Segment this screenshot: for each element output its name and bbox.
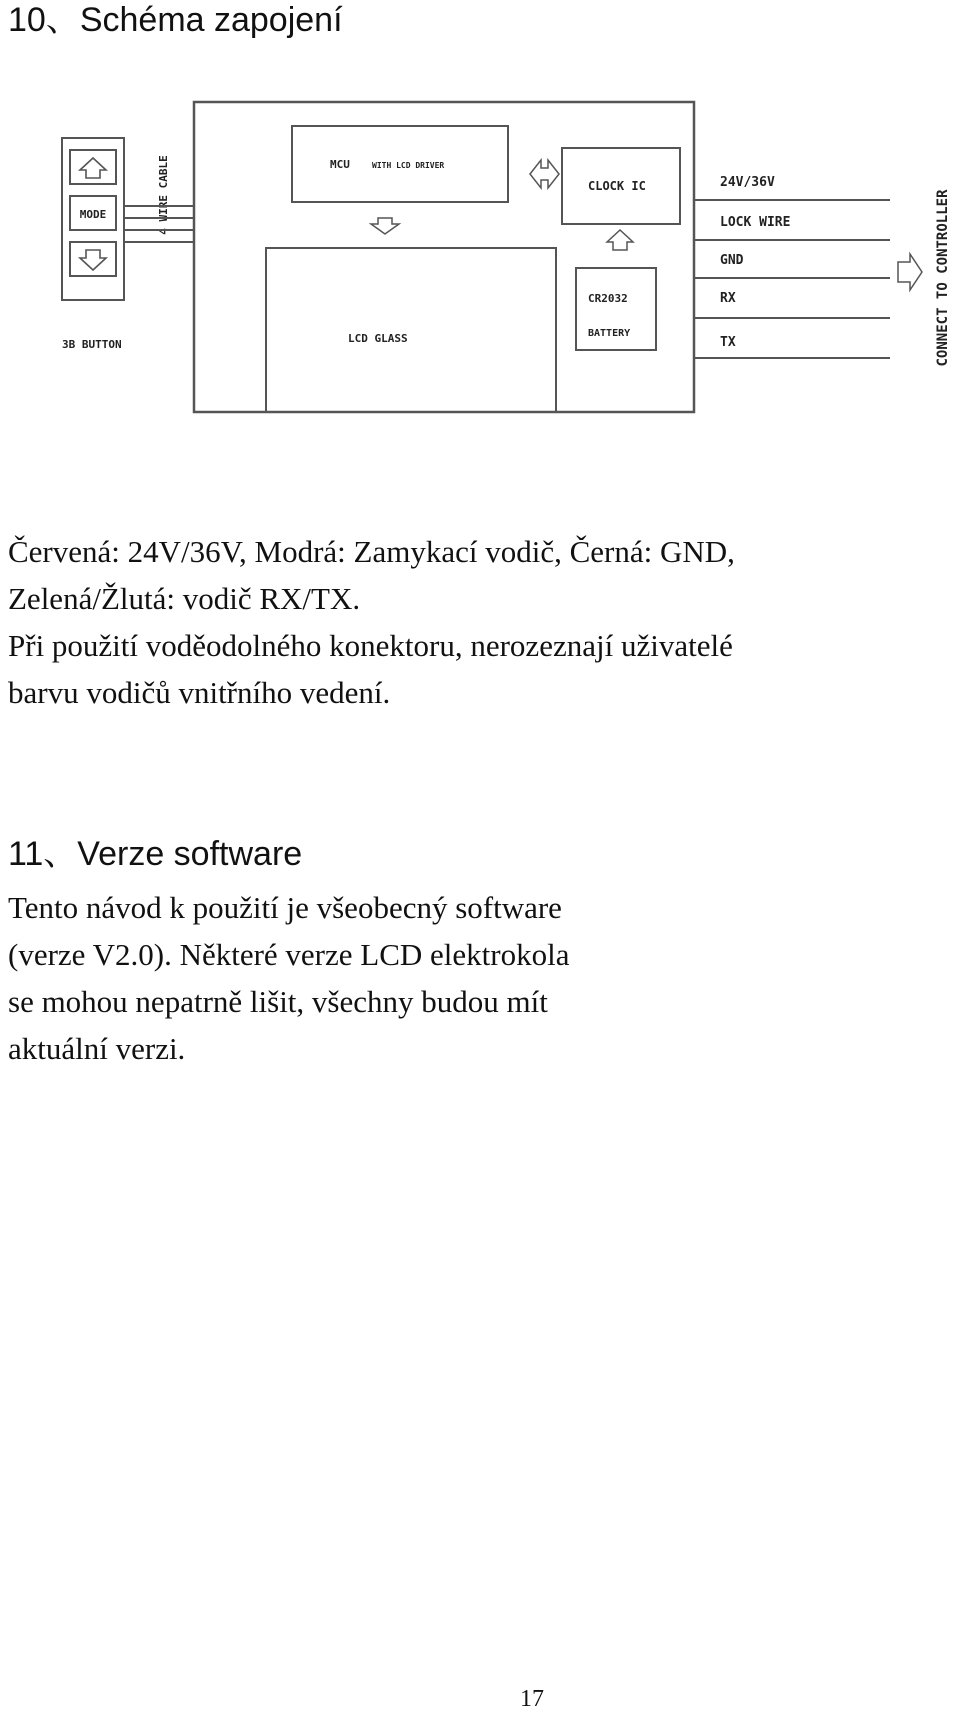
down-arrow-icon <box>371 218 399 234</box>
down-arrow-icon <box>80 250 106 270</box>
up-button <box>70 150 116 184</box>
connect-label: CONNECT TO CONTROLLER <box>935 189 951 367</box>
page-number: 17 <box>520 1686 544 1712</box>
mcu-label: MCU <box>330 158 350 171</box>
lcd-glass-box <box>266 248 556 412</box>
paragraph-line: Zelená/Žlutá: vodič RX/TX. <box>8 581 361 616</box>
wire-label: RX <box>720 291 736 306</box>
cable-label: 4 WIRE CABLE <box>157 155 170 235</box>
section-11-heading: 11、Verze software <box>8 835 303 873</box>
button-caption: 3B BUTTON <box>62 338 122 351</box>
paragraph-line: Červená: 24V/36V, Modrá: Zamykací vodič, Černá: GND, <box>8 534 735 569</box>
paragraph-line: se mohou nepatrně lišit, všechny budou mít <box>8 984 548 1019</box>
paragraph-line: barvu vodičů vnitřního vedení. <box>8 675 391 710</box>
battery-label-line1: CR2032 <box>588 292 628 305</box>
clock-ic-label: CLOCK IC <box>588 179 646 193</box>
software-version-paragraph <box>8 884 569 1072</box>
wire-group <box>694 175 890 358</box>
wire-label: 24V/36V <box>720 175 775 190</box>
battery-label-line2: BATTERY <box>588 328 631 339</box>
wire-label: TX <box>720 335 736 350</box>
section-10-heading: 10、Schéma zapojení <box>8 1 343 39</box>
paragraph-line: (verze V2.0). Některé verze LCD elektrokola <box>8 937 570 972</box>
up-arrow-icon <box>80 158 106 178</box>
paragraph-line: Tento návod k použití je všeobecný software <box>8 890 562 925</box>
up-arrow-icon <box>607 230 633 250</box>
mode-button-label: MODE <box>79 208 107 221</box>
wire-label: LOCK WIRE <box>720 215 791 230</box>
wiring-diagram <box>0 90 960 450</box>
lcd-glass-label: LCD GLASS <box>348 332 408 345</box>
paragraph-line: aktuální verzi. <box>8 1031 186 1066</box>
left-right-arrow-icon <box>530 160 559 188</box>
wire-color-paragraph <box>8 528 735 716</box>
mcu-sublabel: WITH LCD DRIVER <box>372 161 445 170</box>
wire-label: GND <box>720 253 744 268</box>
paragraph-line: Při použití voděodolného konektoru, nerozeznají uživatelé <box>8 628 733 663</box>
right-arrow-icon <box>898 254 922 290</box>
